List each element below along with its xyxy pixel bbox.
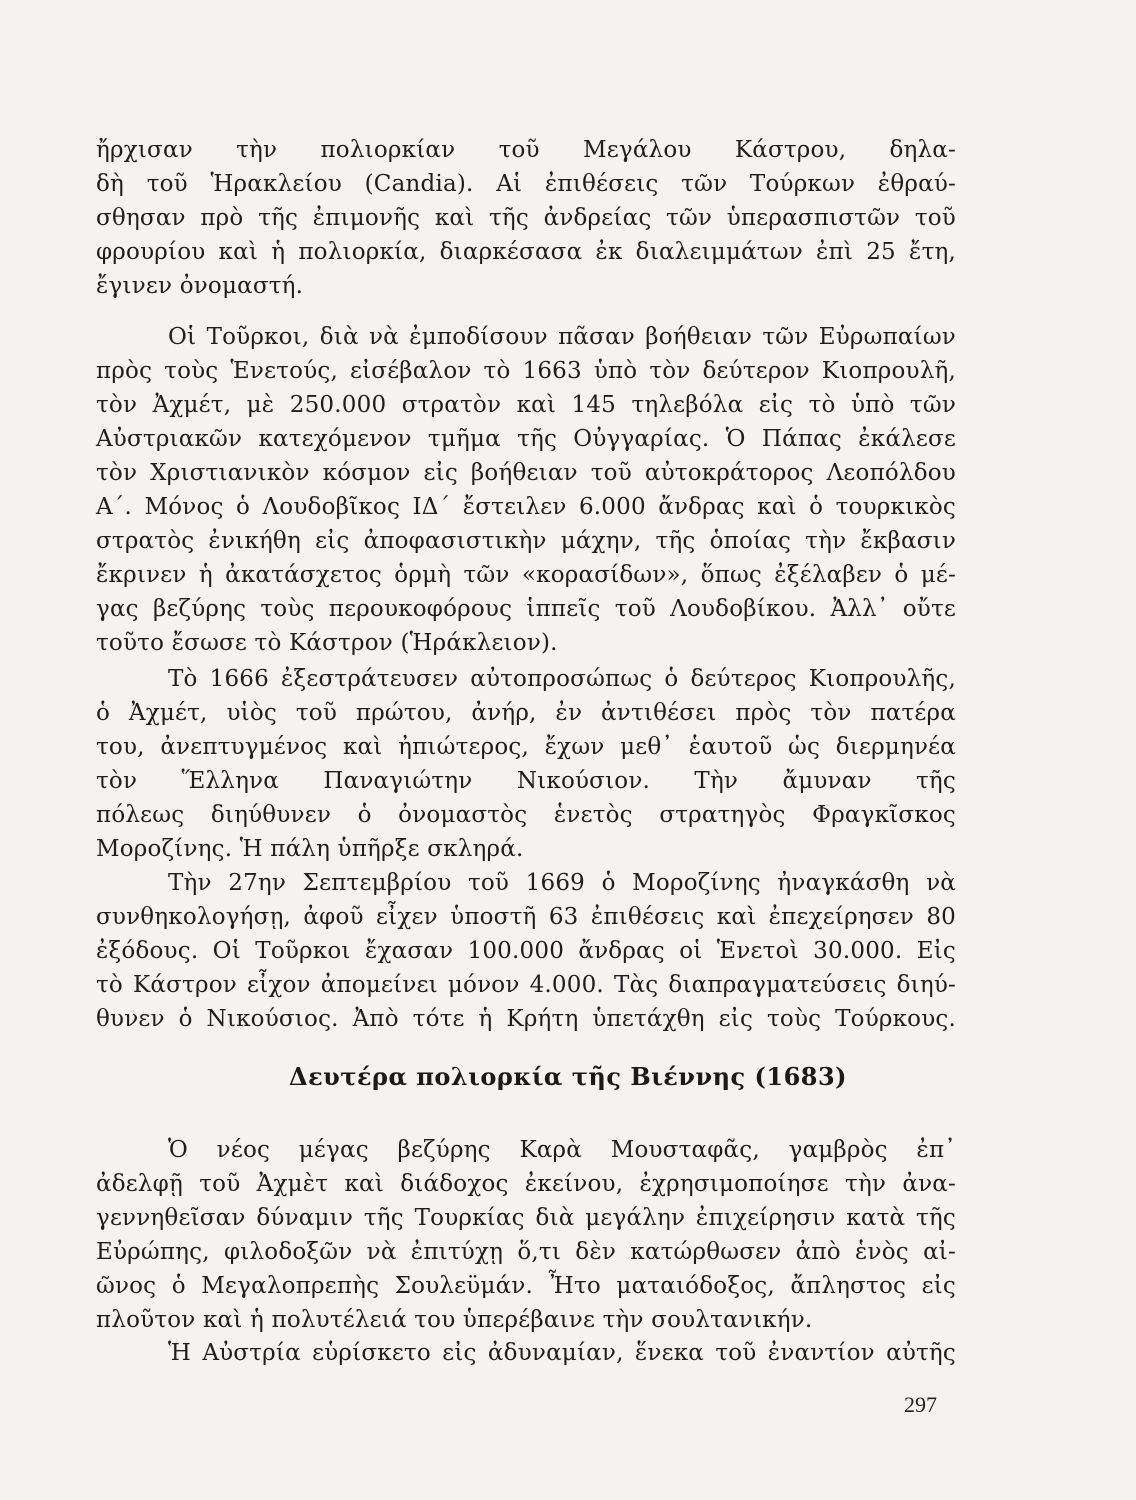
text-line: ῶνος ὁ Μεγαλοπρεπὴς Σουλεϋμάν. Ἦτο ματαιόδοξος, ἄπληστος εἰς bbox=[96, 1273, 956, 1299]
text-line: σθησαν πρὸ τῆς ἐπιμονῆς καὶ τῆς ἀνδρείας τῶν ὑπερασπιστῶν τοῦ bbox=[96, 205, 956, 231]
text-line: Ὁ νέος μέγας βεζύρης Καρὰ Μουσταφᾶς, γαμβρὸς ἐπ᾽ bbox=[168, 1137, 956, 1163]
text-line: ἔκρινεν ἡ ἀκατάσχετος ὁρμὴ τῶν «κορασίδων», ὅπως ἐξέλαβεν ὁ μέ- bbox=[96, 562, 956, 588]
text-line: ἔγινεν ὀνομαστή. bbox=[96, 273, 304, 299]
text-line: Μοροζίνης. Ἡ πάλη ὑπῆρξε σκληρά. bbox=[96, 836, 524, 862]
text-line: ἐξόδους. Οἱ Τοῦρκοι ἔχασαν 100.000 ἄνδρας οἱ Ἑνετοὶ 30.000. Εἰς bbox=[96, 938, 956, 964]
text-line: ὁ Ἀχμέτ, υἱὸς τοῦ πρώτου, ἀνήρ, ἐν ἀντιθέσει πρὸς τὸν πατέρα bbox=[96, 700, 956, 726]
text-line: Ἡ Αὐστρία εὑρίσκετο εἰς ἀδυναμίαν, ἕνεκα τοῦ ἐναντίον αὐτῆς bbox=[168, 1340, 956, 1366]
text-line: γας βεζύρης τοὺς περουκοφόρους ἱππεῖς τοῦ Λουδοβίκου. Ἀλλ᾽ οὔτε bbox=[96, 596, 956, 622]
text-line: τὸν Χριστιανικὸν κόσμον εἰς βοήθειαν τοῦ αὐτοκράτορος Λεοπόλδου bbox=[96, 460, 956, 486]
text-line: τὸν Ἕλληνα Παναγιώτην Νικούσιον. Τὴν ἄμυναν τῆς bbox=[96, 768, 956, 794]
text-line: Α΄. Μόνος ὁ Λουδοβῖκος ΙΔ΄ ἔστειλεν 6.000 ἄνδρας καὶ ὁ τουρκικὸς bbox=[96, 494, 956, 520]
page-number: 297 bbox=[904, 1392, 937, 1417]
text-line: Οἱ Τοῦρκοι, διὰ νὰ ἐμποδίσουν πᾶσαν βοήθειαν τῶν Εὐρωπαίων bbox=[168, 324, 956, 350]
text-line: ἤρχισαν τὴν πολιορκίαν τοῦ Μεγάλου Κάστρου, δηλα- bbox=[96, 137, 956, 163]
text-line: φρουρίου καὶ ἡ πολιορκία, διαρκέσασα ἐκ διαλειμμάτων ἐπὶ 25 ἔτη, bbox=[96, 239, 956, 265]
paragraph bbox=[96, 1133, 956, 1337]
paragraph bbox=[96, 662, 956, 866]
paragraph bbox=[96, 320, 956, 660]
text-line: πλοῦτον καὶ ἡ πολυτέλειά του ὑπερέβαινε τὴν σουλτανικήν. bbox=[96, 1307, 813, 1333]
text-line: τὸ Κάστρον εἶχον ἀπομείνει μόνον 4.000. Τὰς διαπραγματεύσεις διηύ- bbox=[96, 972, 956, 998]
text-line: συνθηκολογήσῃ, ἀφοῦ εἶχεν ὑποστῆ 63 ἐπιθέσεις καὶ ἐπεχείρησεν 80 bbox=[96, 904, 956, 930]
paragraph bbox=[96, 133, 956, 303]
text-line: γεννηθεῖσαν δύναμιν τῆς Τουρκίας διὰ μεγάλην ἐπιχείρησιν κατὰ τῆς bbox=[96, 1205, 956, 1231]
text-line: Αὐστριακῶν κατεχόμενον τμῆμα τῆς Οὐγγαρίας. Ὁ Πάπας ἐκάλεσε bbox=[96, 426, 956, 452]
text-line: ἀδελφῇ τοῦ Ἀχμὲτ καὶ διάδοχος ἐκείνου, ἐχρησιμοποίησε τὴν ἀνα- bbox=[96, 1171, 956, 1197]
text-line: στρατὸς ἐνικήθη εἰς ἀποφασιστικὴν μάχην, τῆς ὁποίας τὴν ἔκβασιν bbox=[96, 528, 956, 554]
text-line: πόλεως διηύθυνεν ὁ ὀνομαστὸς ἑνετὸς στρατηγὸς Φραγκῖσκος bbox=[96, 802, 956, 828]
paragraph bbox=[96, 1336, 956, 1370]
text-line: Εὐρώπης, φιλοδοξῶν νὰ ἐπιτύχῃ ὅ,τι δὲν κατώρθωσεν ἀπὸ ἑνὸς αἰ- bbox=[96, 1239, 956, 1265]
text-line: Τὴν 27ην Σεπτεμβρίου τοῦ 1669 ὁ Μοροζίνης ἠναγκάσθη νὰ bbox=[168, 870, 956, 896]
text-line: Τὸ 1666 ἐξεστράτευσεν αὐτοπροσώπως ὁ δεύτερος Κιοπρουλῆς, bbox=[168, 666, 956, 692]
section-heading: Δευτέρα πολιορκία τῆς Βιέννης (1683) bbox=[288, 1062, 848, 1091]
text-line: πρὸς τοὺς Ἑνετούς, εἰσέβαλον τὸ 1663 ὑπὸ τὸν δεύτερον Κιοπρουλῆ, bbox=[96, 358, 956, 384]
text-line: του, ἀνεπτυγμένος καὶ ἠπιώτερος, ἔχων μεθ᾽ ἑαυτοῦ ὡς διερμηνέα bbox=[96, 734, 956, 760]
text-line: τοῦτο ἔσωσε τὸ Κάστρον (Ἡράκλειον). bbox=[96, 630, 558, 656]
paragraph bbox=[96, 866, 956, 1036]
text-line: δὴ τοῦ Ἡρακλείου (Candia). Αἱ ἐπιθέσεις τῶν Τούρκων ἐθραύ- bbox=[96, 171, 956, 197]
text-line: τὸν Ἀχμέτ, μὲ 250.000 στρατὸν καὶ 145 τηλεβόλα εἰς τὸ ὑπὸ τῶν bbox=[96, 392, 956, 418]
text-line: θυνεν ὁ Νικούσιος. Ἀπὸ τότε ἡ Κρήτη ὑπετάχθη εἰς τοὺς Τούρκους. bbox=[96, 1006, 956, 1032]
